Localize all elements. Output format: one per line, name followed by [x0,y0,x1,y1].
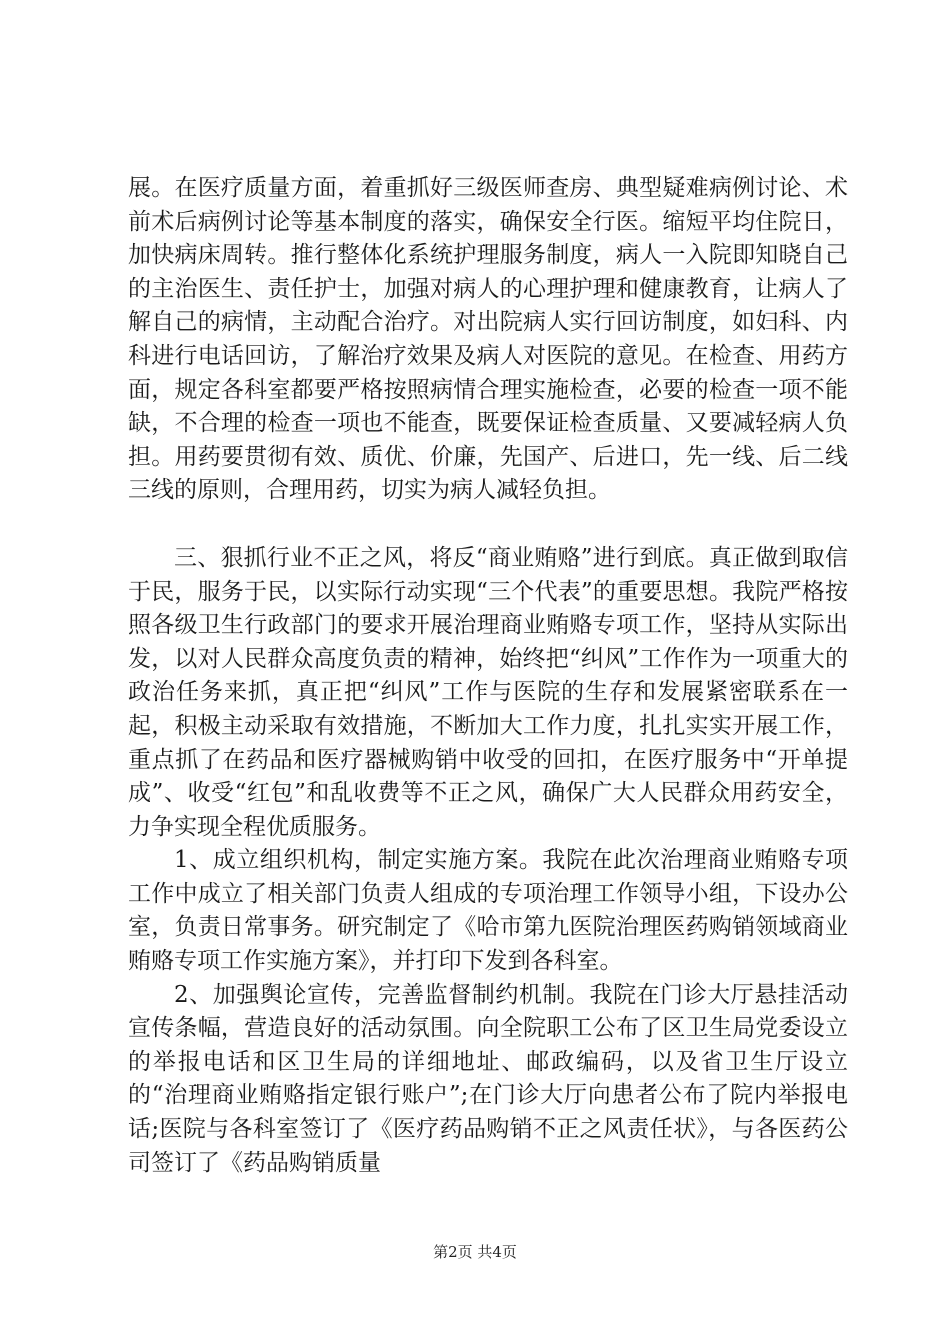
document-body [128,172,848,1180]
paragraph-item-two: 2、加强舆论宣传，完善监督制约机制。我院在门诊大厅悬挂活动宣传条幅，营造良好的活动氛围。向全院职工公布了区卫生局党委设立的举报电话和区卫生局的详细地址、邮政编码，以及省卫生厅设立的“治理商业贿赂指定银行账户”;在门诊大厅向患者公布了院内举报电话;医院与各科室签订了《医疗药品购销不正之风责任状》，与各医药公司签订了《药品购销质量 [128,981,848,1176]
paragraph-item-one: 1、成立组织机构，制定实施方案。我院在此次治理商业贿赂专项工作中成立了相关部门负责人组成的专项治理工作领导小组，下设办公室，负责日常事务。研究制定了《哈市第九医院治理医药购销领域商业贿赂专项工作实施方案》，并打印下发到各科室。 [128,847,848,975]
page-footer: 第2页 共4页 [433,1243,517,1261]
paragraph-section-three: 三、狠抓行业不正之风，将反“商业贿赂”进行到底。真正做到取信于民，服务于民，以实际行动实现“三个代表”的重要思想。我院严格按照各级卫生行政部门的要求开展治理商业贿赂专项工作，坚持从实际出发，以对人民群众高度负责的精神，始终把“纠风”工作作为一项重大的政治任务来抓，真正把“纠风”工作与医院的生存和发展紧密联系在一起，积极主动采取有效措施，不断加大工作力度，扎扎实实开展工作，重点抓了在药品和医疗器械购销中收受的回扣，在医疗服务中“开单提成”、收受“红包”和乱收费等不正之风，确保广大人民群众用药安全，力争实现全程优质服务。 [128,544,848,840]
paragraph-gap [128,508,848,542]
paragraph-continuation: 展。在医疗质量方面，着重抓好三级医师查房、典型疑难病例讨论、术前术后病例讨论等基本制度的落实，确保安全行医。缩短平均住院日，加快病床周转。推行整体化系统护理服务制度，病人一入院即知晓自己的主治医生、责任护士，加强对病人的心理护理和健康教育，让病人了解自己的病情，主动配合治疗。对出院病人实行回访制度，如妇科、内科进行电话回访，了解治疗效果及病人对医院的意见。在检查、用药方面，规定各科室都要严格按照病情合理实施检查，必要的检查一项不能缺，不合理的检查一项也不能查，既要保证检查质量、又要减轻病人负担。用药要贯彻有效、质优、价廉，先国产、后进口，先一线、后二线三线的原则，合理用药，切实为病人减轻负担。 [128,175,848,504]
